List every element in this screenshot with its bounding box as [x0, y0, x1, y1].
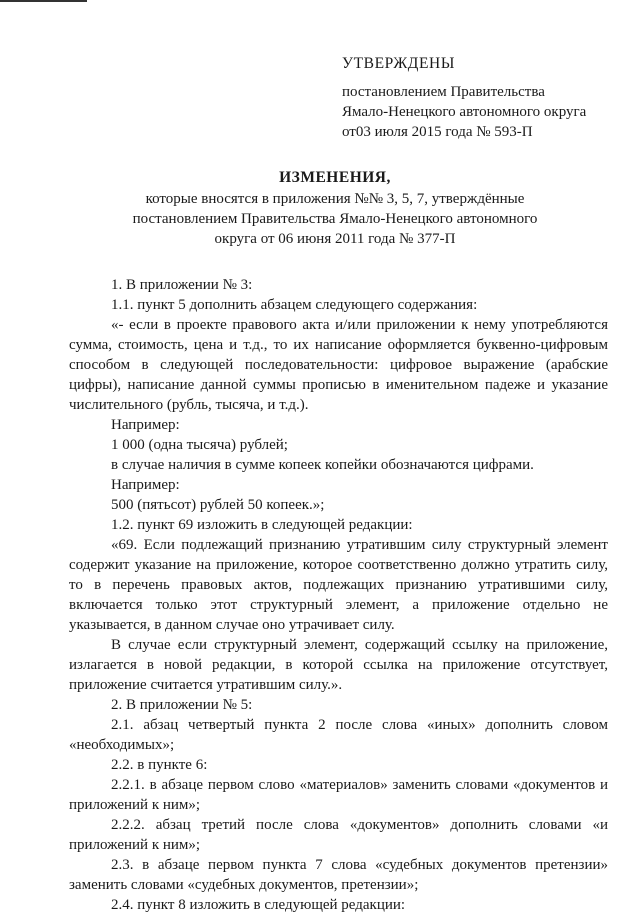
approval-line: постановлением Правительства [342, 84, 545, 100]
approval-title: УТВЕРЖДЕНЫ [342, 55, 455, 72]
paragraph: «69. Если подлежащий признанию утратившим силу структурный элемент содержит указание на приложение, которое соответственно должно утратить силу, то в перечень правовых актов, подлежащих признанию утратившими силу, включается только этот структурный элемент, а приложение отдельно не указывается, в данном случае оно утрачивает силу. [69, 537, 608, 633]
paragraph: в случае наличия в сумме копеек копейки обозначаются цифрами. [111, 457, 534, 473]
paragraph: Например: [111, 477, 180, 493]
document-title: ИЗМЕНЕНИЯ, [279, 169, 391, 186]
top-rule [0, 0, 87, 2]
approval-line: Ямало-Ненецкого автономного округа [342, 104, 587, 120]
paragraph: В случае если структурный элемент, содержащий ссылку на приложение, излагается в новой редакции, в которой ссылка на приложение отсутствует, приложение считается утратившим силу.». [69, 637, 608, 693]
document-header [70, 168, 600, 249]
paragraph: Например: [111, 417, 180, 433]
paragraph: 2. В приложении № 5: [111, 697, 253, 713]
document-subtitle-line: которые вносятся в приложения №№ 3, 5, 7, утверждённые [145, 191, 525, 207]
document-subtitle-line: постановлением Правительства Ямало-Ненецкого автономного [132, 211, 538, 227]
approval-line: от03 июля 2015 года № 593-П [342, 124, 533, 140]
approval-block [342, 54, 627, 142]
paragraph: «- если в проекте правового акта и/или приложении к нему употребляются сумма, стоимость, цена и т.д., то их написание оформляется буквенно-цифровым способом в следующей последовательности: цифровое выражение (арабские цифры), написание данной суммы прописью в именительном падеже и указание числительного (рубль, тысяча, и т.д.). [69, 317, 608, 413]
document-subtitle-line: округа от 06 июня 2011 года № 377-П [214, 231, 456, 247]
paragraph: 2.1. абзац четвертый пункта 2 после слова «иных» дополнить словом «необходимых»; [69, 717, 608, 753]
paragraph: 1. В приложении № 3: [111, 277, 253, 293]
paragraph: 1.1. пункт 5 дополнить абзацем следующего содержания: [111, 297, 478, 313]
paragraph: 1.2. пункт 69 изложить в следующей редакции: [111, 517, 413, 533]
paragraph: 2.2.2. абзац третий после слова «документов» дополнить словами «и приложений к ним»; [69, 817, 608, 853]
paragraph: 1 000 (одна тысяча) рублей; [111, 437, 288, 453]
paragraph: 2.2. в пункте 6: [111, 757, 208, 773]
paragraph: 2.3. в абзаце первом пункта 7 слова «судебных документов претензии» заменить словами «судебных документов, претензии»; [69, 857, 608, 893]
paragraph: 2.2.1. в абзаце первом слово «материалов» заменить словами «документов и приложений к ним»; [69, 777, 608, 813]
paragraph: 2.4. пункт 8 изложить в следующей редакции: [111, 897, 406, 913]
paragraph: 500 (пятьсот) рублей 50 копеек.»; [111, 497, 325, 513]
document-body [69, 275, 608, 915]
